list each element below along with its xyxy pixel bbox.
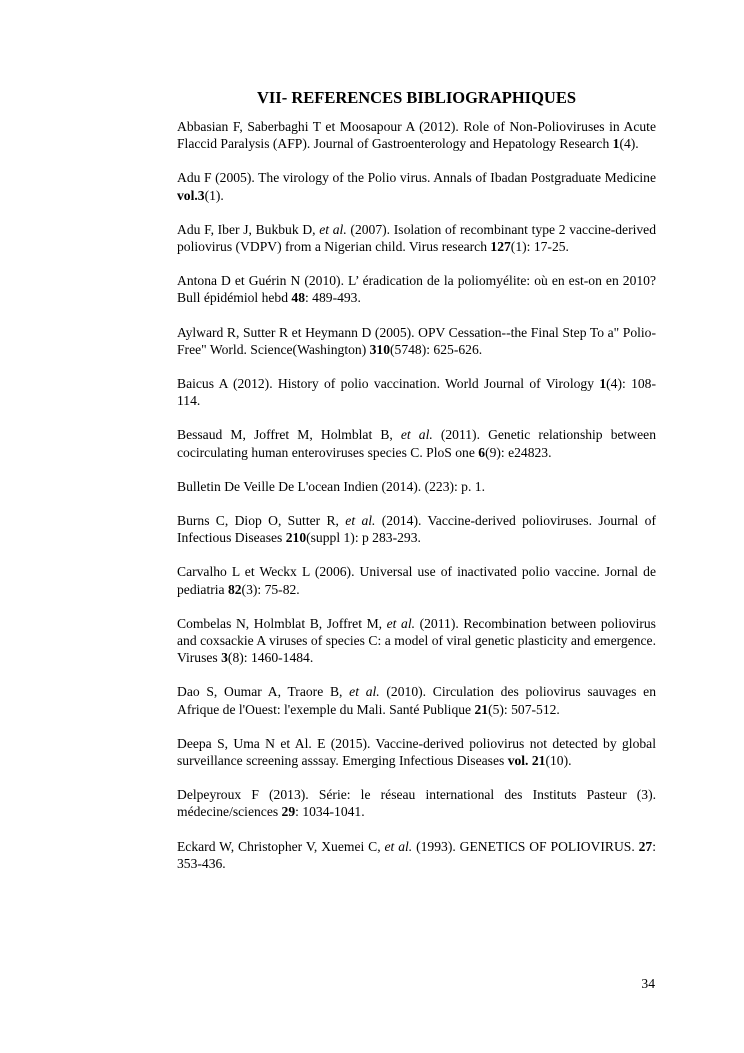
reference-et-al: et al. bbox=[349, 684, 380, 700]
reference-5 bbox=[177, 324, 656, 358]
reference-text: Eckard W, Christopher V, Xuemei C, bbox=[177, 838, 385, 854]
reference-10 bbox=[177, 563, 656, 597]
reference-issue: (4). bbox=[619, 136, 639, 152]
reference-3 bbox=[177, 221, 656, 255]
reference-et-al: et al. bbox=[319, 221, 347, 237]
reference-issue: (3): 75-82. bbox=[241, 581, 300, 597]
reference-text-cont: (2011). Recombination between poliovirus and coxsackie A viruses of species C: a model of viral genetic plasticity and emergence. Viruses bbox=[177, 615, 656, 666]
reference-text: Aylward R, Sutter R et Heymann D (2005). OPV Cessation--the Final Step To a" Polio-Free" World. Science(Washington) bbox=[177, 324, 656, 357]
reference-issue: (1): 17-25. bbox=[510, 239, 569, 255]
reference-text-cont: (2014). Vaccine-derived polioviruses. Journal of Infectious Diseases bbox=[177, 513, 656, 546]
reference-issue: (9): e24823. bbox=[485, 444, 552, 460]
reference-9 bbox=[177, 512, 656, 546]
reference-text-cont: (2010). Circulation des poliovirus sauvages en Afrique de l'Ouest: l'exemple du Mali. Santé Publique bbox=[177, 684, 656, 717]
reference-volume: 210 bbox=[285, 530, 307, 546]
reference-text: Antona D et Guérin N (2010). L’ éradication de la poliomyélite: où en est-on en 2010? Bull épidémiol hebd bbox=[177, 273, 656, 306]
reference-volume: 29 bbox=[281, 804, 296, 820]
reference-et-al: et al. bbox=[345, 513, 376, 529]
reference-14 bbox=[177, 786, 656, 820]
reference-2 bbox=[177, 169, 656, 203]
reference-volume: 6 bbox=[478, 444, 486, 460]
reference-issue: (5): 507-512. bbox=[488, 701, 560, 717]
reference-volume: 27 bbox=[638, 838, 653, 854]
reference-et-al: et al. bbox=[386, 615, 416, 631]
reference-11 bbox=[177, 615, 656, 667]
reference-volume: vol. 21 bbox=[507, 753, 546, 769]
reference-text: Delpeyroux F (2013). Série: le réseau international des Instituts Pasteur (3). médecine/sciences bbox=[177, 787, 656, 820]
reference-volume: 127 bbox=[490, 239, 511, 255]
reference-issue: (suppl 1): p 283-293. bbox=[306, 530, 421, 546]
reference-text-cont: (2011). Genetic relationship between cocirculating human enteroviruses species C. PloS one bbox=[177, 427, 656, 460]
reference-12 bbox=[177, 683, 656, 717]
reference-issue: : 353-436. bbox=[177, 838, 656, 871]
reference-issue: (8): 1460-1484. bbox=[227, 650, 314, 666]
reference-15 bbox=[177, 838, 656, 872]
reference-4 bbox=[177, 272, 656, 306]
reference-text: Bessaud M, Joffret M, Holmblat B, bbox=[177, 427, 401, 443]
document-page bbox=[177, 88, 656, 889]
reference-volume: 310 bbox=[369, 341, 391, 357]
reference-et-al: et al. bbox=[400, 427, 433, 443]
reference-text: Combelas N, Holmblat B, Joffret M, bbox=[177, 615, 387, 631]
reference-text: Bulletin De Veille De L'ocean Indien (2014). (223): p. 1. bbox=[177, 478, 485, 494]
reference-text: Dao S, Oumar A, Traore B, bbox=[177, 684, 350, 700]
reference-volume: 82 bbox=[227, 581, 242, 597]
page-number: 34 bbox=[641, 976, 655, 991]
reference-1 bbox=[177, 118, 656, 152]
section-title: VII- REFERENCES BIBLIOGRAPHIQUES bbox=[256, 88, 577, 107]
reference-text: Burns C, Diop O, Sutter R, bbox=[177, 513, 346, 529]
reference-text: Abbasian F, Saberbaghi T et Moosapour A (2012). Role of Non-Polioviruses in Acute Flaccid Paralysis (AFP). Journal of Gastroenterology and Hepatology Research bbox=[177, 119, 656, 152]
reference-text-cont: (2007). Isolation of recombinant type 2 vaccine-derived poliovirus (VDPV) from a Nigerian child. Virus research bbox=[177, 221, 657, 255]
reference-volume: 48 bbox=[291, 290, 305, 306]
reference-text: Adu F (2005). The virology of the Polio virus. Annals of Ibadan Postgraduate Medicine bbox=[177, 170, 656, 186]
reference-6 bbox=[177, 375, 656, 409]
reference-issue: (5748): 625-626. bbox=[390, 341, 483, 357]
reference-volume: 1 bbox=[599, 376, 607, 392]
reference-issue: (4): 108-114. bbox=[177, 376, 656, 409]
reference-7 bbox=[177, 426, 656, 460]
reference-issue: (10). bbox=[545, 753, 572, 769]
reference-text: Adu F, Iber J, Bukbuk D, bbox=[177, 221, 320, 237]
reference-volume: 3 bbox=[221, 650, 228, 666]
reference-text: Baicus A (2012). History of polio vaccination. World Journal of Virology bbox=[177, 376, 600, 392]
reference-volume: 1 bbox=[612, 136, 620, 152]
reference-13 bbox=[177, 735, 656, 769]
reference-8 bbox=[177, 478, 656, 495]
reference-issue: (1). bbox=[204, 187, 224, 203]
reference-text: Carvalho L et Weckx L (2006). Universal use of inactivated polio vaccine. Jornal de pediatria bbox=[177, 564, 656, 597]
reference-text: Deepa S, Uma N et Al. E (2015). Vaccine-derived poliovirus not detected by global surveillance screening asssay. Emerging Infectious Diseases bbox=[177, 735, 656, 769]
reference-volume: 21 bbox=[474, 701, 489, 717]
reference-et-al: et al. bbox=[384, 838, 413, 854]
reference-issue: : 1034-1041. bbox=[295, 804, 365, 820]
reference-issue: : 489-493. bbox=[305, 290, 361, 306]
reference-text-cont: (1993). GENETICS OF POLIOVIRUS. bbox=[412, 838, 639, 854]
reference-volume: vol.3 bbox=[177, 187, 205, 203]
